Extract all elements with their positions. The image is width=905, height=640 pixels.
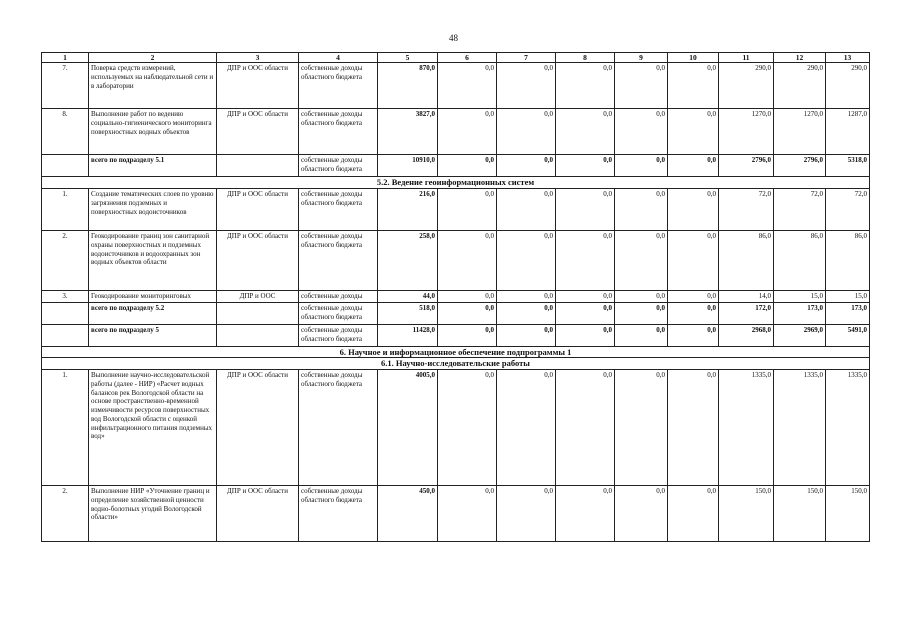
amount-cell: 0,0 bbox=[556, 302, 615, 324]
amount-cell: 0,0 bbox=[556, 486, 615, 542]
row-number bbox=[42, 324, 89, 346]
amount-cell: 11428,0 bbox=[378, 324, 438, 346]
amount-cell: 86,0 bbox=[774, 231, 826, 291]
funding-source: собственные доходы областного бюджета bbox=[299, 231, 378, 291]
amount-cell: 0,0 bbox=[438, 291, 497, 303]
amount-cell: 0,0 bbox=[668, 324, 719, 346]
section-title: 6. Научное и информационное обеспечение подпрограммы 1 bbox=[42, 346, 870, 358]
responsible-org: ДПР и ООС области bbox=[217, 109, 299, 155]
subtotal-row bbox=[42, 155, 870, 177]
activity-name: Геокодирование мониторинговых bbox=[89, 291, 217, 303]
amount-cell: 1335,0 bbox=[826, 370, 870, 486]
amount-cell: 0,0 bbox=[438, 486, 497, 542]
table-row bbox=[42, 291, 870, 303]
responsible-org: ДПР и ООС области bbox=[217, 189, 299, 231]
funding-source: собственные доходы областного бюджета bbox=[299, 109, 378, 155]
amount-cell: 0,0 bbox=[668, 231, 719, 291]
row-number bbox=[42, 155, 89, 177]
amount-cell: 0,0 bbox=[438, 155, 497, 177]
amount-cell: 0,0 bbox=[438, 302, 497, 324]
responsible-org bbox=[217, 324, 299, 346]
amount-cell: 0,0 bbox=[556, 189, 615, 231]
amount-cell: 1270,0 bbox=[719, 109, 774, 155]
section-title: 6.1. Научно-исследовательские работы bbox=[42, 358, 870, 370]
column-header: 12 bbox=[774, 53, 826, 63]
funding-source: собственные доходы bbox=[299, 291, 378, 303]
column-header: 13 bbox=[826, 53, 870, 63]
table-row bbox=[42, 231, 870, 291]
amount-cell: 2969,0 bbox=[774, 324, 826, 346]
amount-cell: 258,0 bbox=[378, 231, 438, 291]
amount-cell: 72,0 bbox=[826, 189, 870, 231]
activity-name: Выполнение работ по ведению социально-гигиенического мониторинга поверхностных водных объектов bbox=[89, 109, 217, 155]
amount-cell: 290,0 bbox=[826, 63, 870, 109]
amount-cell: 150,0 bbox=[774, 486, 826, 542]
row-number: 2. bbox=[42, 231, 89, 291]
amount-cell: 0,0 bbox=[615, 231, 668, 291]
activity-name: Выполнение НИР «Уточнение границ и определение хозяйственной ценности водно-болотных угодий Вологодской области» bbox=[89, 486, 217, 542]
amount-cell: 0,0 bbox=[668, 63, 719, 109]
amount-cell: 0,0 bbox=[497, 486, 556, 542]
funding-source: собственные доходы областного бюджета bbox=[299, 63, 378, 109]
responsible-org bbox=[217, 302, 299, 324]
amount-cell: 1335,0 bbox=[719, 370, 774, 486]
amount-cell: 44,0 bbox=[378, 291, 438, 303]
amount-cell: 2968,0 bbox=[719, 324, 774, 346]
amount-cell: 0,0 bbox=[615, 189, 668, 231]
amount-cell: 0,0 bbox=[497, 155, 556, 177]
amount-cell: 72,0 bbox=[774, 189, 826, 231]
amount-cell: 5491,0 bbox=[826, 324, 870, 346]
row-number: 8. bbox=[42, 109, 89, 155]
activity-name: Поверка средств измерений, используемых на наблюдательной сети и в лаборатории bbox=[89, 63, 217, 109]
section-title: 5.2. Ведение геоинформационных систем bbox=[42, 177, 870, 189]
amount-cell: 0,0 bbox=[615, 486, 668, 542]
page-number: 48 bbox=[449, 33, 458, 43]
column-header: 11 bbox=[719, 53, 774, 63]
responsible-org bbox=[217, 155, 299, 177]
amount-cell: 0,0 bbox=[438, 370, 497, 486]
amount-cell: 0,0 bbox=[668, 370, 719, 486]
responsible-org: ДПР и ООС области bbox=[217, 486, 299, 542]
table-row bbox=[42, 370, 870, 486]
section-heading-row bbox=[42, 177, 870, 189]
amount-cell: 216,0 bbox=[378, 189, 438, 231]
funding-source: собственные доходы областного бюджета bbox=[299, 302, 378, 324]
amount-cell: 0,0 bbox=[615, 291, 668, 303]
activity-name: Геокодирование границ зон санитарной охраны поверхностных и подземных водоисточников и водоохранных зон водных объектов области bbox=[89, 231, 217, 291]
amount-cell: 2796,0 bbox=[719, 155, 774, 177]
amount-cell: 290,0 bbox=[719, 63, 774, 109]
amount-cell: 2796,0 bbox=[774, 155, 826, 177]
amount-cell: 0,0 bbox=[497, 370, 556, 486]
funding-source: собственные доходы областного бюджета bbox=[299, 189, 378, 231]
responsible-org: ДПР и ООС области bbox=[217, 231, 299, 291]
amount-cell: 1270,0 bbox=[774, 109, 826, 155]
activity-name: всего по подразделу 5 bbox=[89, 324, 217, 346]
amount-cell: 0,0 bbox=[668, 302, 719, 324]
row-number: 3. bbox=[42, 291, 89, 303]
column-header: 6 bbox=[438, 53, 497, 63]
amount-cell: 15,0 bbox=[826, 291, 870, 303]
section-heading-row bbox=[42, 346, 870, 358]
amount-cell: 290,0 bbox=[774, 63, 826, 109]
amount-cell: 0,0 bbox=[438, 231, 497, 291]
responsible-org: ДПР и ООС bbox=[217, 291, 299, 303]
amount-cell: 0,0 bbox=[615, 109, 668, 155]
table-row bbox=[42, 109, 870, 155]
amount-cell: 14,0 bbox=[719, 291, 774, 303]
amount-cell: 0,0 bbox=[438, 189, 497, 231]
funding-source: собственные доходы областного бюджета bbox=[299, 486, 378, 542]
amount-cell: 150,0 bbox=[826, 486, 870, 542]
amount-cell: 0,0 bbox=[497, 291, 556, 303]
column-header: 7 bbox=[497, 53, 556, 63]
column-header: 10 bbox=[668, 53, 719, 63]
amount-cell: 0,0 bbox=[556, 370, 615, 486]
amount-cell: 1287,0 bbox=[826, 109, 870, 155]
budget-table bbox=[41, 52, 870, 542]
amount-cell: 150,0 bbox=[719, 486, 774, 542]
column-header: 1 bbox=[42, 53, 89, 63]
activity-name: всего по подразделу 5.1 bbox=[89, 155, 217, 177]
amount-cell: 0,0 bbox=[497, 63, 556, 109]
funding-source: собственные доходы областного бюджета bbox=[299, 155, 378, 177]
row-number bbox=[42, 302, 89, 324]
row-number: 7. bbox=[42, 63, 89, 109]
amount-cell: 870,0 bbox=[378, 63, 438, 109]
amount-cell: 0,0 bbox=[497, 231, 556, 291]
table-row bbox=[42, 189, 870, 231]
row-number: 2. bbox=[42, 486, 89, 542]
amount-cell: 0,0 bbox=[615, 155, 668, 177]
amount-cell: 0,0 bbox=[556, 231, 615, 291]
column-header: 2 bbox=[89, 53, 217, 63]
amount-cell: 518,0 bbox=[378, 302, 438, 324]
amount-cell: 0,0 bbox=[668, 189, 719, 231]
amount-cell: 0,0 bbox=[556, 155, 615, 177]
responsible-org: ДПР и ООС области bbox=[217, 370, 299, 486]
amount-cell: 15,0 bbox=[774, 291, 826, 303]
activity-name: Создание тематических слоев по уровню загрязнения подземных и поверхностных водоисточников bbox=[89, 189, 217, 231]
amount-cell: 0,0 bbox=[497, 109, 556, 155]
column-header: 5 bbox=[378, 53, 438, 63]
row-number: 1. bbox=[42, 370, 89, 486]
activity-name: всего по подразделу 5.2 bbox=[89, 302, 217, 324]
amount-cell: 0,0 bbox=[615, 63, 668, 109]
amount-cell: 0,0 bbox=[438, 324, 497, 346]
row-number: 1. bbox=[42, 189, 89, 231]
amount-cell: 0,0 bbox=[497, 189, 556, 231]
amount-cell: 0,0 bbox=[668, 291, 719, 303]
responsible-org: ДПР и ООС области bbox=[217, 63, 299, 109]
amount-cell: 0,0 bbox=[615, 302, 668, 324]
amount-cell: 0,0 bbox=[668, 486, 719, 542]
column-header: 9 bbox=[615, 53, 668, 63]
amount-cell: 0,0 bbox=[556, 63, 615, 109]
amount-cell: 172,0 bbox=[719, 302, 774, 324]
amount-cell: 0,0 bbox=[438, 109, 497, 155]
column-header: 8 bbox=[556, 53, 615, 63]
column-header: 4 bbox=[299, 53, 378, 63]
amount-cell: 3827,0 bbox=[378, 109, 438, 155]
amount-cell: 0,0 bbox=[668, 109, 719, 155]
amount-cell: 0,0 bbox=[615, 324, 668, 346]
amount-cell: 1335,0 bbox=[774, 370, 826, 486]
subtotal-row bbox=[42, 302, 870, 324]
amount-cell: 86,0 bbox=[719, 231, 774, 291]
subtotal-row bbox=[42, 324, 870, 346]
amount-cell: 0,0 bbox=[438, 63, 497, 109]
amount-cell: 0,0 bbox=[556, 109, 615, 155]
amount-cell: 450,0 bbox=[378, 486, 438, 542]
amount-cell: 0,0 bbox=[615, 370, 668, 486]
funding-source: собственные доходы областного бюджета bbox=[299, 370, 378, 486]
amount-cell: 0,0 bbox=[668, 155, 719, 177]
amount-cell: 0,0 bbox=[497, 324, 556, 346]
amount-cell: 4005,0 bbox=[378, 370, 438, 486]
amount-cell: 0,0 bbox=[497, 302, 556, 324]
amount-cell: 0,0 bbox=[556, 324, 615, 346]
amount-cell: 72,0 bbox=[719, 189, 774, 231]
funding-source: собственные доходы областного бюджета bbox=[299, 324, 378, 346]
amount-cell: 0,0 bbox=[556, 291, 615, 303]
amount-cell: 5318,0 bbox=[826, 155, 870, 177]
table-row bbox=[42, 486, 870, 542]
table-row bbox=[42, 63, 870, 109]
activity-name: Выполнение научно-исследовательской работы (далее - НИР) «Расчет водных балансов рек Вологодской области на основе пространственно-временной изменчивости ресурсов поверхностных вод Вологодской области с оценкой инфильтрационного питания подземных вод» bbox=[89, 370, 217, 486]
amount-cell: 173,0 bbox=[826, 302, 870, 324]
column-header-row bbox=[42, 53, 870, 63]
column-header: 3 bbox=[217, 53, 299, 63]
amount-cell: 86,0 bbox=[826, 231, 870, 291]
section-heading-row bbox=[42, 358, 870, 370]
amount-cell: 10910,0 bbox=[378, 155, 438, 177]
amount-cell: 173,0 bbox=[774, 302, 826, 324]
